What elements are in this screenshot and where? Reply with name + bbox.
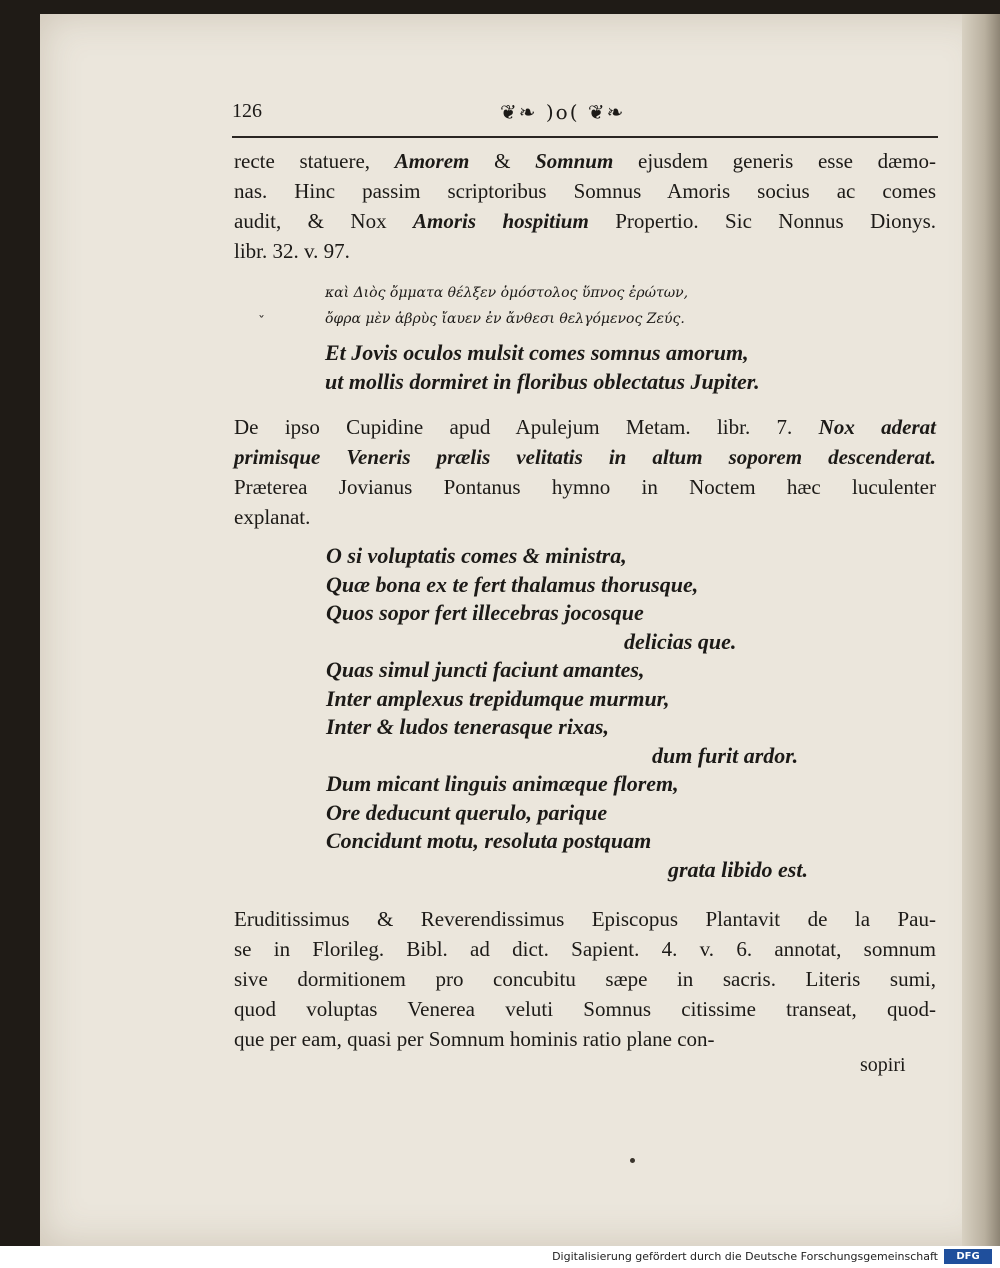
text-run: explanat. [234, 505, 311, 529]
poem-line: Concidunt motu, resoluta postquam [326, 828, 652, 853]
text-line [234, 934, 936, 964]
page-number: 126 [232, 100, 262, 122]
latin-line: ut mollis dormiret in floribus oblectatus Jupiter. [325, 369, 760, 394]
margin-mark: ˇ [258, 314, 265, 330]
ink-spot [630, 1158, 635, 1163]
text-run: se in Florileg. Bibl. ad dict. Sapient. 4. v. 6. annotat, somnum [234, 937, 936, 961]
poem-line: dum furit ardor. [652, 742, 799, 768]
greek-line: καὶ Διὸς ὄμματα θέλξεν ὁμόστολος ὕπνος ἐρώτων, [325, 285, 689, 301]
text-run: Propertio. Sic Nonnus Dionys. [588, 209, 936, 233]
poem-line: Inter & ludos tenerasque rixas, [326, 714, 609, 739]
text-line [234, 206, 936, 236]
digitization-footer [0, 1246, 1000, 1268]
text-line [234, 236, 936, 266]
paragraph-3 [234, 904, 936, 1054]
text-run: que per eam, quasi per Somnum hominis ratio plane con- [234, 1027, 715, 1051]
dfg-logo: DFG [944, 1249, 992, 1264]
text-line [234, 176, 936, 206]
italic-phrase: primisque Veneris prælis velitatis in altum soporem descenderat. [234, 445, 936, 469]
text-run: Eruditissimus & Reverendissimus Episcopus Plantavit de la Pau- [234, 907, 936, 931]
pontanus-hymn [326, 542, 846, 884]
page-edge [962, 14, 1000, 1246]
text-line [234, 472, 936, 502]
poem-line: O si voluptatis comes & ministra, [326, 543, 627, 568]
text-line [234, 904, 936, 934]
italic-phrase: Amoris hospitium [413, 209, 589, 233]
text-line [234, 442, 936, 472]
poem-line: Dum micant linguis animæque florem, [326, 771, 679, 796]
latin-translation [325, 338, 865, 396]
poem-line: Quæ bona ex te fert thalamus thorusque, [326, 571, 699, 597]
greek-verse [325, 280, 795, 332]
funding-credit: Digitalisierung gefördert durch die Deutsche Forschungsgemeinschaft [552, 1250, 938, 1263]
paragraph-2 [234, 412, 936, 532]
italic-phrase: Amorem [394, 149, 470, 173]
text-line [234, 1024, 936, 1054]
text-line [234, 146, 936, 176]
text-run: libr. 32. v. 97. [234, 239, 350, 263]
paragraph-1 [234, 146, 936, 266]
text-line [234, 994, 936, 1024]
italic-phrase: Nox aderat [818, 415, 936, 439]
text-run: & [469, 149, 536, 173]
text-line [234, 412, 936, 442]
poem-line: Inter amplexus trepidumque murmur, [326, 685, 670, 711]
poem-line: grata libido est. [668, 856, 808, 882]
latin-line: Et Jovis oculos mulsit comes somnus amorum, [325, 340, 749, 365]
poem-line: Quas simul juncti faciunt amantes, [326, 657, 645, 682]
running-header [232, 100, 932, 130]
text-run: Præterea Jovianus Pontanus hymno in Noctem hæc luculenter [234, 475, 936, 499]
italic-phrase: Somnum [535, 149, 614, 173]
text-run: sive dormitionem pro concubitu sæpe in sacris. Literis sumi, [234, 967, 936, 991]
text-run: nas. Hinc passim scriptoribus Somnus Amoris socius ac comes [234, 179, 936, 203]
poem-line: Quos sopor fert illecebras jocosque [326, 600, 644, 625]
poem-line: delicias que. [624, 628, 737, 654]
text-run: ejusdem generis esse dæmo- [613, 149, 936, 173]
text-run: recte statuere, [234, 149, 395, 173]
text-line [234, 964, 936, 994]
text-run: quod voluptas Venerea veluti Somnus citissime transeat, quod- [234, 997, 936, 1021]
header-ornament: ❦❧ )o( ❦❧ [500, 100, 626, 124]
header-rule [232, 136, 938, 138]
text-run: De ipso Cupidine apud Apulejum Metam. libr. 7. [234, 415, 819, 439]
greek-line: ὄφρα μὲν ἁβρὺς ἴαυεν ἐν ἄνθεσι θελγόμενος Ζεύς. [325, 311, 685, 327]
catchword: sopiri [860, 1054, 906, 1076]
text-run: audit, & Nox [234, 209, 413, 233]
text-line [234, 502, 936, 532]
poem-line: Ore deducunt querulo, parique [326, 799, 608, 825]
